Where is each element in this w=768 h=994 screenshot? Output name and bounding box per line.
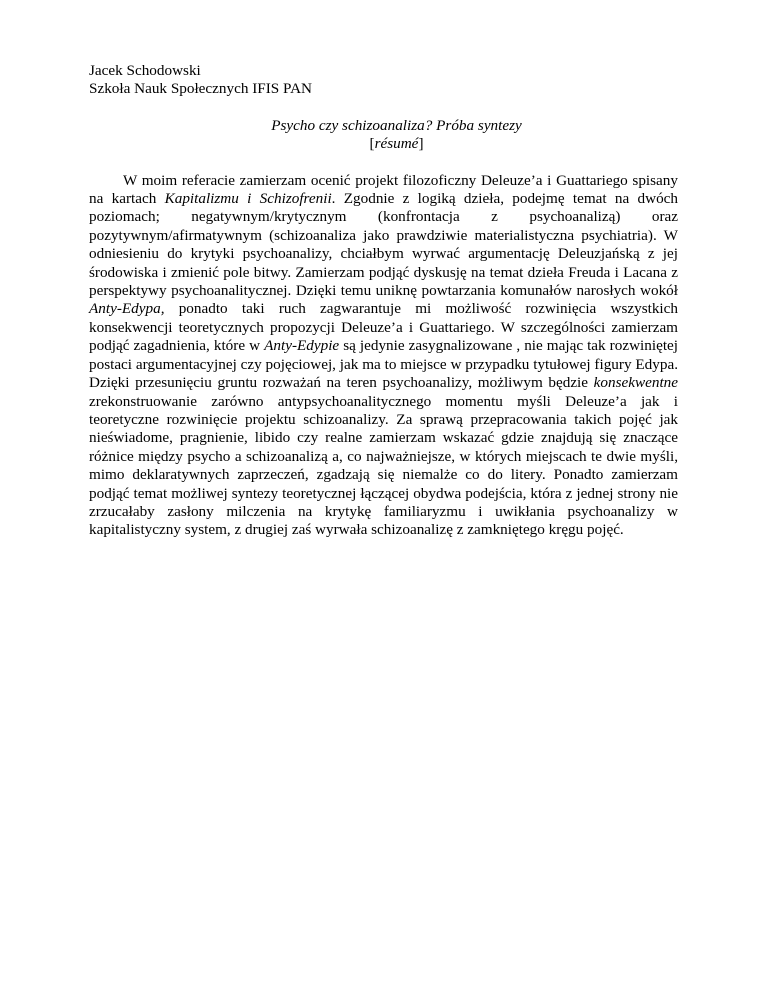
subtitle-bracket-close: ]: [418, 135, 424, 153]
abstract-text-2: . Zgodnie z logiką dzieła, podejmę temat na dwóch poziomach; negatywnym/krytycznym (konfrontacja z psychoanalizą) oraz pozytywnym/afirmatywnym (schizoanaliza jako prawdziwie materialistyczna psychiatria). W odniesieniu do krytyki psychoanalizy, chciałbym wyrwać argumentację Deleuzjańską z jej środowiska i zmienić pole bitwy. Zamierzam podjąć dyskusję na temat dzieła Freuda i Lacana z perspektywy psychoanalitycznej. Dzięki temu uniknę powtarzania komunałów narosłych wokół: [89, 190, 678, 300]
author-name: Jacek Schodowski: [89, 62, 201, 79]
author-affiliation: Szkoła Nauk Społecznych IFIS PAN: [89, 80, 313, 98]
subtitle-bracket-open: [: [369, 135, 375, 153]
abstract-text-5: zrekonstruowanie zarówno antypsychoanalitycznego momentu myśli Deleuze’a jak i teoretyczne rozwinięcie projektu schizoanalizy. Za sprawą przepracowania takich pojęć jak nieświadome, pragnienie, libido czy realne zamierzam wskazać gdzie znajdują się znaczące różnice między psycho a schizoanalizą a, co najważniejsze, w których miejscach te dwie myśli, mimo deklaratywnych zaprzeczeń, zgadzają się niemalże co do litery. Ponadto zamierzam podjąć temat możliwej syntezy teoretycznej łączącej obydwa podejścia, która z jednej strony nie zrzucałaby zasłony milczenia na krytykę familiaryzmu i uwikłania psychoanalizy w kapitalistyczny system, z drugiej zaś wyrwała schizoanalizę z zamkniętego kręgu pojęć.: [89, 392, 678, 539]
abstract-text-3: ponadto taki ruch zagwarantuje mi możliwość rozwinięcia wszystkich konsekwencji teoretycznych propozycji Deleuze’a i Guattariego. W szczególności zamierzam podjąć zagadnienia, które w: [89, 300, 678, 355]
book-title-anty-edypie: Anty-Edypie: [264, 337, 340, 355]
document-subtitle: [115, 135, 678, 153]
emphasis-konsekwentne: konsekwentne: [593, 374, 678, 392]
subtitle-text: résumé: [374, 135, 419, 153]
abstract-text-4: są jedynie zasygnalizowane , nie mając tak rozwiniętej postaci argumentacyjnej czy pojęciowej, jak ma to miejsce w przypadku tytułowej figury Edypa. Dzięki przesunięciu gruntu rozważań na teren psychoanalizy, możliwym będzie: [89, 337, 678, 392]
abstract-text-1: W moim referacie zamierzam ocenić projekt filozoficzny Deleuze’a i Guattariego spisany na kartach: [89, 171, 678, 208]
title-block: [89, 117, 678, 154]
document-title: Psycho czy schizoanaliza? Próba syntezy: [271, 116, 522, 134]
abstract-paragraph: [89, 172, 678, 540]
book-title-anty-edypa: Anty-Edypa,: [89, 300, 165, 318]
document-page: [89, 62, 678, 555]
book-title-kapitalizm: Kapitalizmu i Schizofrenii: [164, 190, 332, 208]
author-block: [89, 62, 678, 99]
